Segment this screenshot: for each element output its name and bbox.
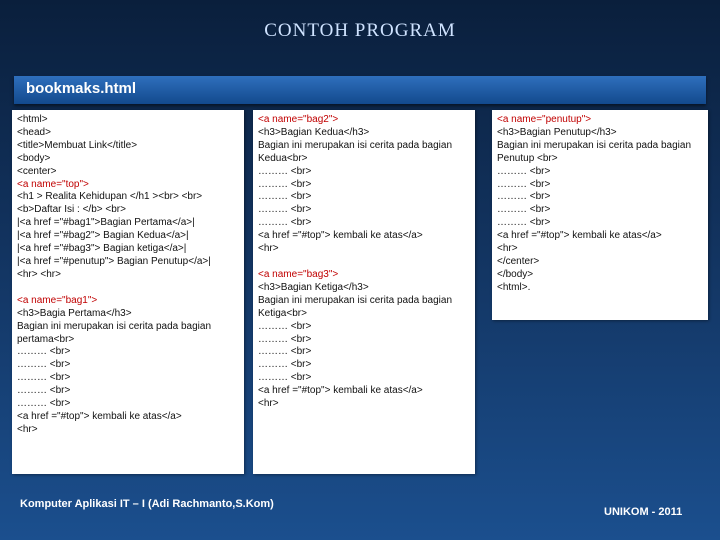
code-line: ……… <br> (17, 372, 71, 384)
code-line: <a href ="#top"> kembali ke atas</a> (497, 230, 662, 242)
anchor-bag1: <a name="bag1"> (17, 294, 98, 306)
code-line: Bagian ini merupakan isi cerita pada bagian Penutup <br> (497, 139, 692, 164)
code-line: <a href ="#top"> kembali ke atas</a> (258, 230, 423, 242)
filename-bar (14, 76, 706, 104)
code-line: |<a href ="#penutup"> Bagian Penutup</a>| (17, 255, 211, 267)
code-line: ……… <br> (17, 359, 71, 371)
code-panel-2 (253, 110, 475, 474)
code-line: ……… <br> (258, 191, 312, 203)
code-line: <b>Daftar Isi : </b> <br> (17, 204, 126, 216)
code-block-penutup (497, 127, 703, 295)
code-block-main (17, 114, 239, 282)
code-line: ……… <br> (258, 165, 312, 177)
code-line: <a href ="#top"> kembali ke atas</a> (17, 410, 182, 422)
code-line: ……… <br> (258, 204, 312, 216)
code-line: <hr> (17, 423, 38, 435)
code-panel-1 (12, 110, 244, 474)
code-line: ……… <br> (497, 165, 551, 177)
code-block-bag3 (258, 282, 470, 411)
code-line: ……… <br> (258, 372, 312, 384)
code-line: ……… <br> (258, 320, 312, 332)
code-line: |<a href ="#bag3"> Bagian ketiga</a>| (17, 243, 187, 255)
code-line: ……… <br> (258, 346, 312, 358)
code-line: ……… <br> (497, 191, 551, 203)
code-line: <html>. (497, 281, 531, 293)
code-line: |<a href ="#bag2"> Bagian Kedua</a>| (17, 230, 189, 242)
code-line: <hr> (258, 398, 279, 410)
code-line: ……… <br> (17, 398, 71, 410)
code-line: <hr> (497, 243, 518, 255)
code-line: <head> (17, 126, 51, 138)
anchor-penutup: <a name="penutup"> (497, 114, 592, 125)
code-line: <center> (17, 165, 57, 177)
code-line: <hr> <hr> (17, 268, 61, 280)
code-line: ……… <br> (497, 178, 551, 190)
code-line: <h1 > Realita Kehidupan </h1 ><br> <br> (17, 191, 203, 203)
code-line: <body> (17, 152, 51, 164)
code-line: Bagian ini merupakan isi cerita pada bagian pertama<br> (17, 320, 212, 345)
code-line: ……… <br> (17, 346, 71, 358)
footer-author: Komputer Aplikasi IT – I (Adi Rachmanto,S.Kom) (20, 498, 274, 510)
filename-label: bookmaks.html (26, 80, 137, 97)
anchor-bag3: <a name="bag3"> (258, 268, 339, 280)
code-panel-3 (492, 110, 708, 320)
code-line: <a name="top"> (17, 178, 89, 190)
code-line: Bagian ini merupakan isi cerita pada bagian Kedua<br> (258, 139, 453, 164)
slide-title: CONTOH PROGRAM (264, 20, 456, 41)
code-line: <h3>Bagia Pertama</h3> (17, 307, 132, 319)
code-line: <h3>Bagian Ketiga</h3> (258, 281, 369, 293)
code-block-bag2 (258, 127, 470, 256)
code-line: <html> (17, 114, 48, 125)
code-line: ……… <br> (17, 385, 71, 397)
code-line: <h3>Bagian Kedua</h3> (258, 126, 370, 138)
code-line: <a href ="#top"> kembali ke atas</a> (258, 385, 423, 397)
code-line: </body> (497, 268, 534, 280)
code-line: </center> (497, 255, 540, 267)
code-line: ……… <br> (497, 204, 551, 216)
code-line: <title>Membuat Link</title> (17, 139, 138, 151)
code-line: <h3>Bagian Penutup</h3> (497, 126, 617, 138)
code-line: <hr> (258, 243, 279, 255)
code-line: Bagian ini merupakan isi cerita pada bagian Ketiga<br> (258, 294, 453, 319)
anchor-bag2: <a name="bag2"> (258, 114, 339, 125)
footer-institution: UNIKOM - 2011 (604, 506, 683, 518)
code-line: ……… <br> (258, 178, 312, 190)
code-line: ……… <br> (258, 217, 312, 229)
code-line: ……… <br> (258, 333, 312, 345)
code-line: |<a href ="#bag1">Bagian Pertama</a>| (17, 217, 195, 229)
code-block-bag1 (17, 308, 239, 437)
code-line: ……… <br> (497, 217, 551, 229)
code-line: ……… <br> (258, 359, 312, 371)
